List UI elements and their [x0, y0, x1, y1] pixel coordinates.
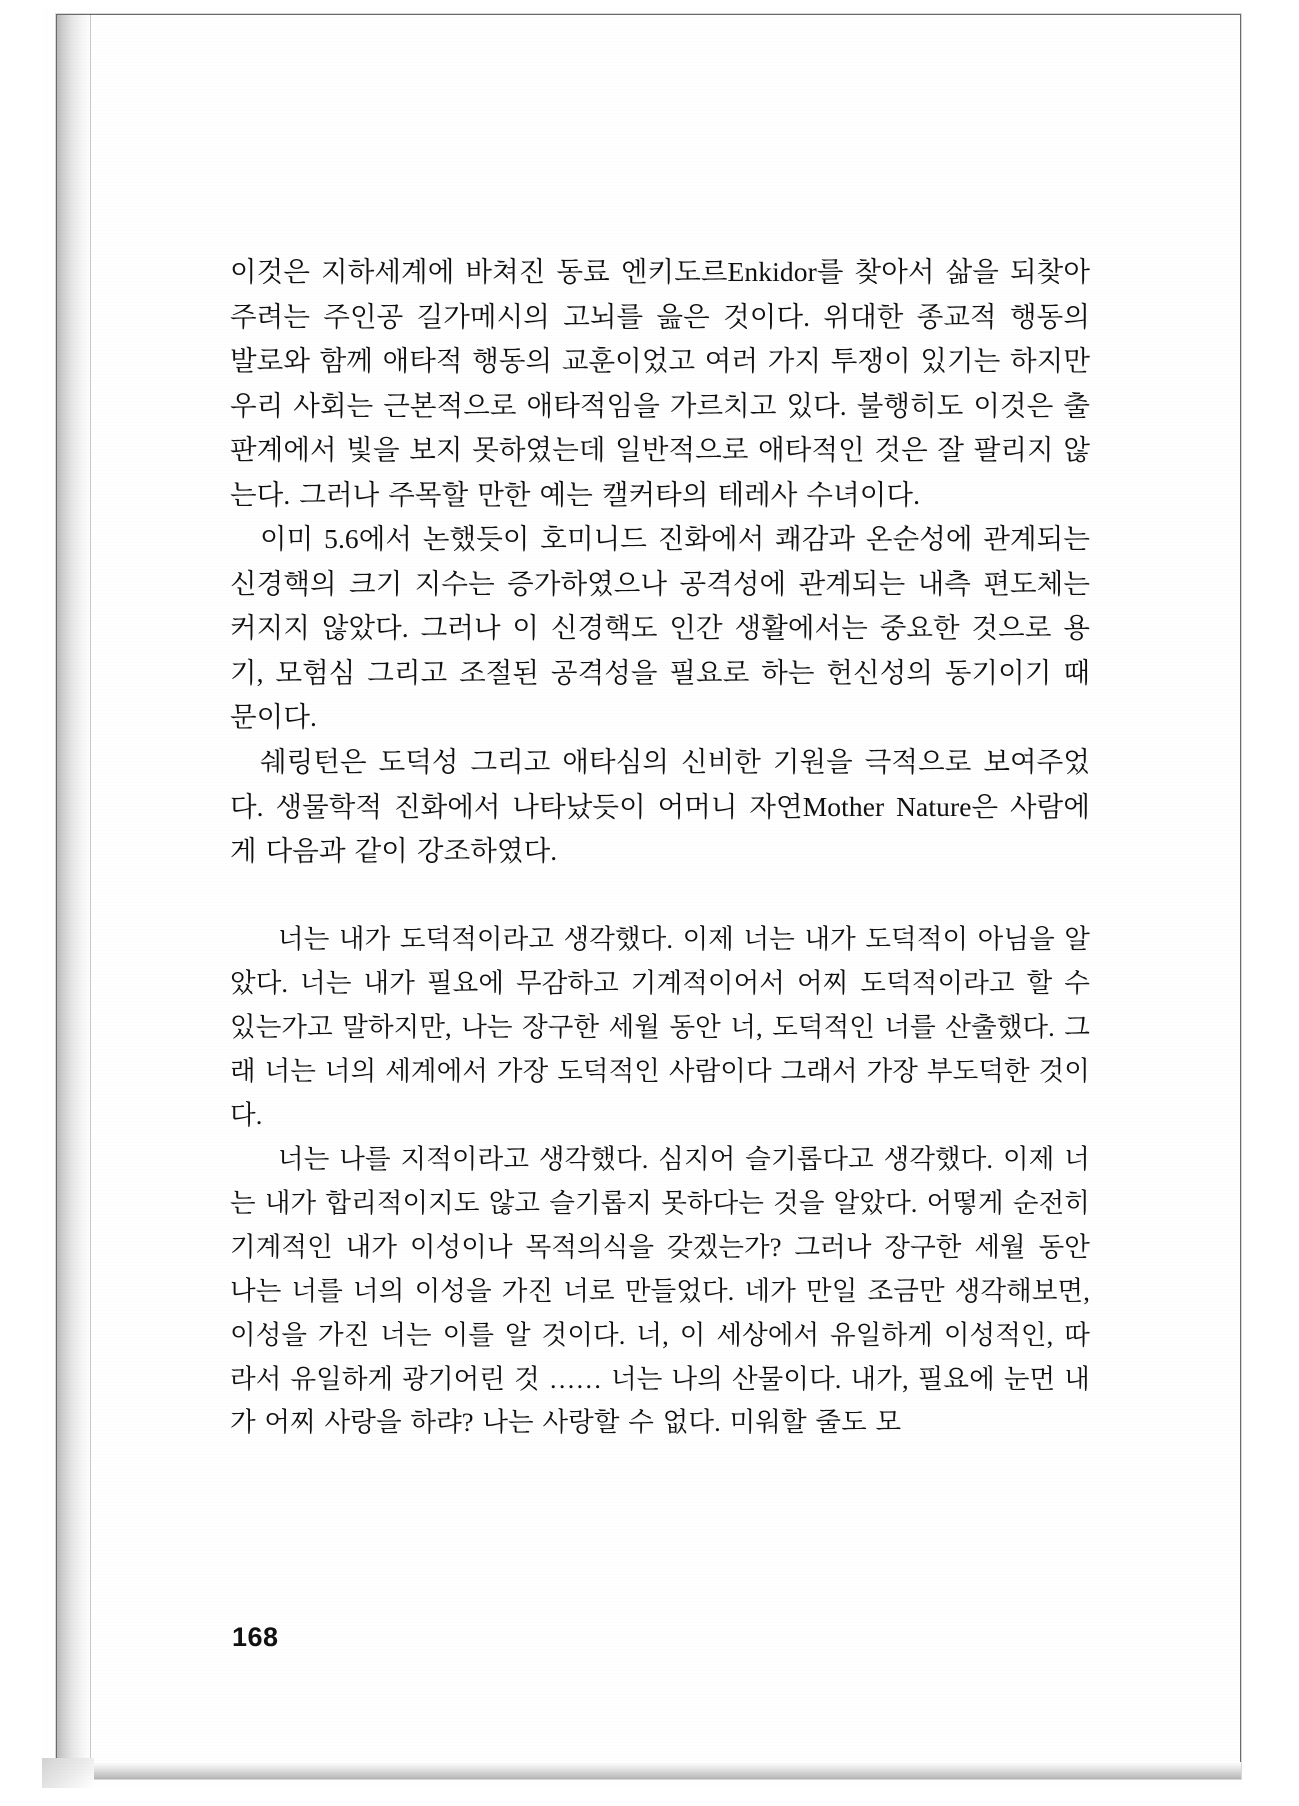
- body-paragraph: 이미 5.6에서 논했듯이 호미니드 진화에서 쾌감과 온순성에 관계되는 신경핵의 크기 지수는 증가하였으나 공격성에 관계되는 내측 편도체는 커지지 않았다. 그러나 이 신경핵도 인간 생활에서는 중요한 것으로 용기, 모험심 그리고 조절된 공격성을 필요로 하는 헌신성의 동기이기 때문이다.: [230, 523, 1090, 733]
- quote-paragraph: 너는 나를 지적이라고 생각했다. 심지어 슬기롭다고 생각했다. 이제 너는 내가 합리적이지도 않고 슬기롭지 못하다는 것을 알았다. 어떻게 순전히 기계적인 내가 이성이나 목적의식을 갖겠는가? 그러나 장구한 세월 동안 나는 너를 너의 이성을 가진 너로 만들었다. 네가 만일 조금만 생각해보면, 이성을 가진 너는 이를 알 것이다. 너, 이 세상에서 유일하게 이성적인, 따라서 유일하게 광기어린 것 …… 너는 나의 산물이다. 내가, 필요에 눈먼 내가 어찌 사랑을 하랴? 나는 사랑할 수 없다. 미워할 줄도 모: [230, 1143, 1090, 1438]
- page-number: 168: [232, 1622, 279, 1652]
- block-quote: [230, 918, 1090, 1446]
- spine-gutter-line: [90, 15, 91, 1778]
- body-paragraph: 이것은 지하세계에 바쳐진 동료 엔키도르Enkidor를 찾아서 삶을 되찾아 주려는 주인공 길가메시의 고뇌를 읊은 것이다. 위대한 종교적 행동의 발로와 함께 애타적 행동의 교훈이었고 여러 가지 투쟁이 있기는 하지만 우리 사회는 근본적으로 애타적임을 가르치고 있다. 불행히도 이것은 출판계에서 빛을 보지 못하였는데 일반적으로 애타적인 것은 잘 팔리지 않는다. 그러나 주목할 만한 예는 캘커타의 테레사 수녀이다.: [230, 256, 1090, 510]
- page-text-column: [230, 250, 1090, 1445]
- quote-paragraph: 너는 내가 도덕적이라고 생각했다. 이제 너는 내가 도덕적이 아님을 알았다. 너는 내가 필요에 무감하고 기계적이어서 어찌 도덕적이라고 할 수 있는가고 말하지만, 나는 장구한 세월 동안 너, 도덕적인 너를 산출했다. 그래 너는 너의 세계에서 가장 도덕적인 사람이다 그래서 가장 부도덕한 것이다.: [230, 923, 1090, 1130]
- page-corner-fold: [42, 1758, 94, 1788]
- body-paragraph: 쉐링턴은 도덕성 그리고 애타심의 신비한 기원을 극적으로 보여주었다. 생물학적 진화에서 나타났듯이 어머니 자연Mother Nature은 사람에게 다음과 같이 강조하였다.: [230, 746, 1090, 867]
- spine-gutter-shadow: [57, 15, 91, 1778]
- page-bottom-edge-shadow: [58, 1762, 1241, 1779]
